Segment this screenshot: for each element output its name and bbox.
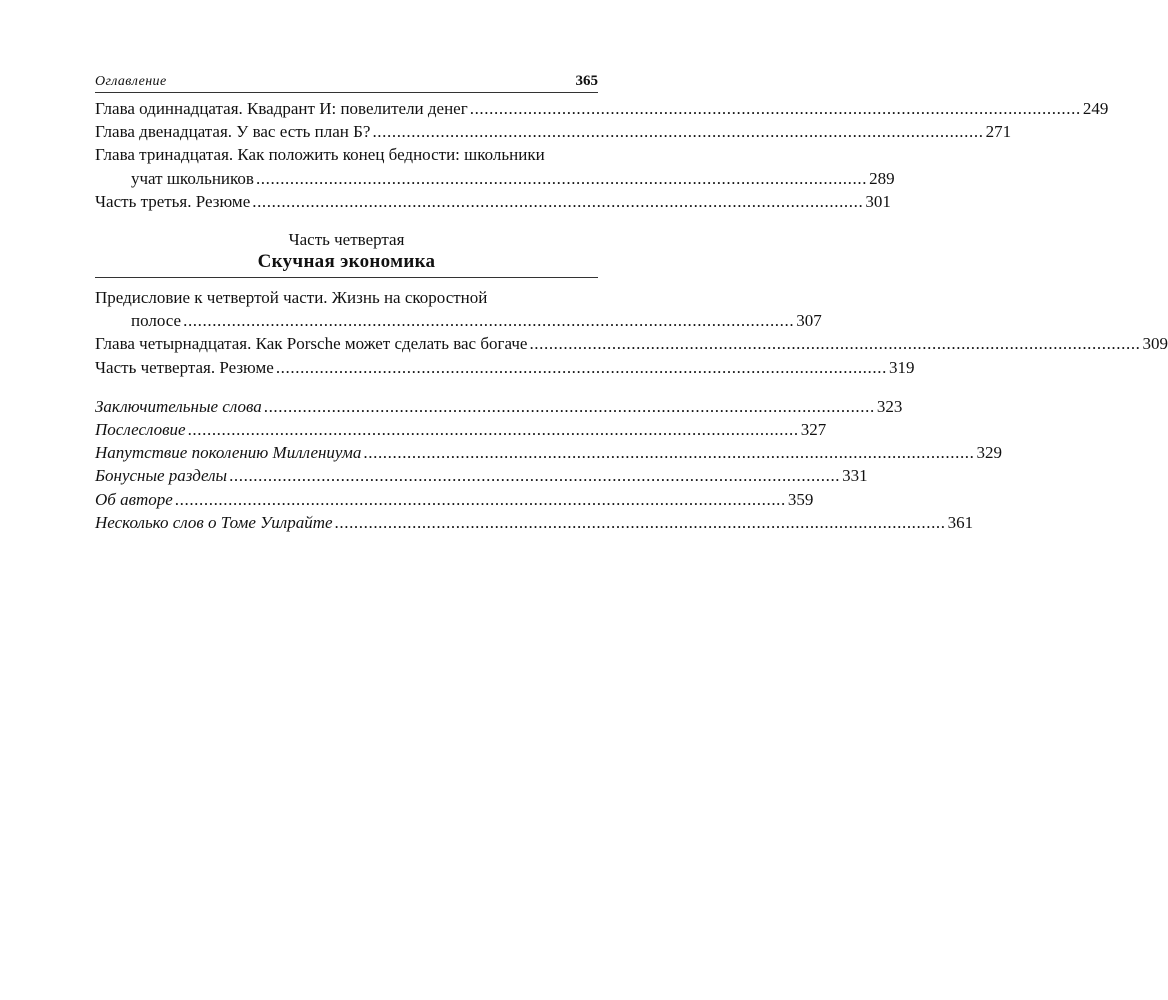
toc-entry-page: 323 [876,396,903,416]
leader-dots: .............................................................................................................................. [174,489,786,509]
toc-entry-page: 359 [787,489,814,509]
toc-entry-ch13 [95,143,895,189]
spacer [95,379,598,395]
toc-entry-label: Напутствие поколению Миллениума [95,443,362,463]
toc-entry-ch11 [95,97,1109,120]
toc-entry-label-line1: Глава тринадцатая. Как положить конец бедности: школьники [95,145,545,165]
toc-entry-label-line2: полосе [131,311,182,331]
toc-entry-label: Послесловие [95,420,186,440]
toc-entry-page: 331 [842,466,868,486]
toc-entry-page: 271 [985,122,1012,142]
toc-entry-label-line1: Предисловие к четвертой части. Жизнь на скоростной [95,288,488,308]
running-head [95,72,598,93]
toc-entry-line2 [95,167,895,190]
leader-dots: .............................................................................................................................. [252,191,864,211]
page-number: 365 [575,73,598,89]
leader-dots: .............................................................................................................................. [334,512,946,532]
toc-entry-page: 319 [888,357,915,377]
toc-entry-page: 329 [976,443,1002,463]
toc-entry-page: 309 [1142,334,1168,354]
running-head-title: Оглавление [95,74,167,89]
leader-dots: .............................................................................................................................. [469,99,1081,118]
toc-entry-page: 307 [796,311,822,331]
toc-entry-part4-summary [95,356,915,379]
toc-entry-label: Часть третья. Резюме [95,191,251,211]
toc-entry-page: 301 [865,191,891,211]
toc-entry-closing-words [95,395,903,418]
toc-entry-label: Глава двенадцатая. У вас есть план Б? [95,122,371,142]
toc-entry-part3-summary [95,190,891,213]
toc-entry-part4-preface [95,286,822,332]
toc-entry-label-line2: учат школьников [131,168,254,188]
toc-entry-label: Бонусные разделы [95,466,228,486]
toc-entry-millennials [95,441,1002,464]
part-label: Часть четвертая [288,230,405,250]
divider [95,277,598,278]
leader-dots: .............................................................................................................................. [275,357,887,377]
toc-entry-page: 361 [947,512,974,532]
toc-entry-ch12 [95,120,1012,143]
leader-dots: .............................................................................................................................. [529,334,1141,354]
table-of-contents [95,97,1168,534]
toc-entry-label: Глава четырнадцатая. Как Porsche может сделать вас богаче [95,334,528,354]
toc-entry-tom-wheelwright [95,511,974,534]
toc-entry-line2 [95,309,822,332]
toc-entry-about-author [95,488,814,511]
leader-dots: .............................................................................................................................. [263,396,875,416]
leader-dots: .............................................................................................................................. [187,420,799,440]
toc-entry-ch14 [95,332,1168,355]
toc-entry-page: 327 [800,420,827,440]
toc-entry-page: 289 [869,168,895,188]
part-title: Скучная экономика [257,251,436,273]
toc-entry-label: Часть четвертая. Резюме [95,357,274,377]
leader-dots: .............................................................................................................................. [255,168,868,188]
toc-entry-label: Об авторе [95,489,173,509]
toc-entry-label: Несколько слов о Томе Уилрайте [95,512,333,532]
toc-entry-label: Заключительные слова [95,396,262,416]
toc-entry-afterword [95,418,827,441]
toc-entry-label: Глава одиннадцатая. Квадрант И: повелители денег [95,99,468,118]
part-four-heading [95,229,598,278]
toc-entry-page: 249 [1082,99,1109,118]
leader-dots: .............................................................................................................................. [372,122,984,142]
toc-entry-bonus [95,464,868,487]
leader-dots: .............................................................................................................................. [183,311,795,331]
leader-dots: .............................................................................................................................. [229,466,841,486]
book-page [95,72,1168,534]
leader-dots: .............................................................................................................................. [363,443,975,463]
